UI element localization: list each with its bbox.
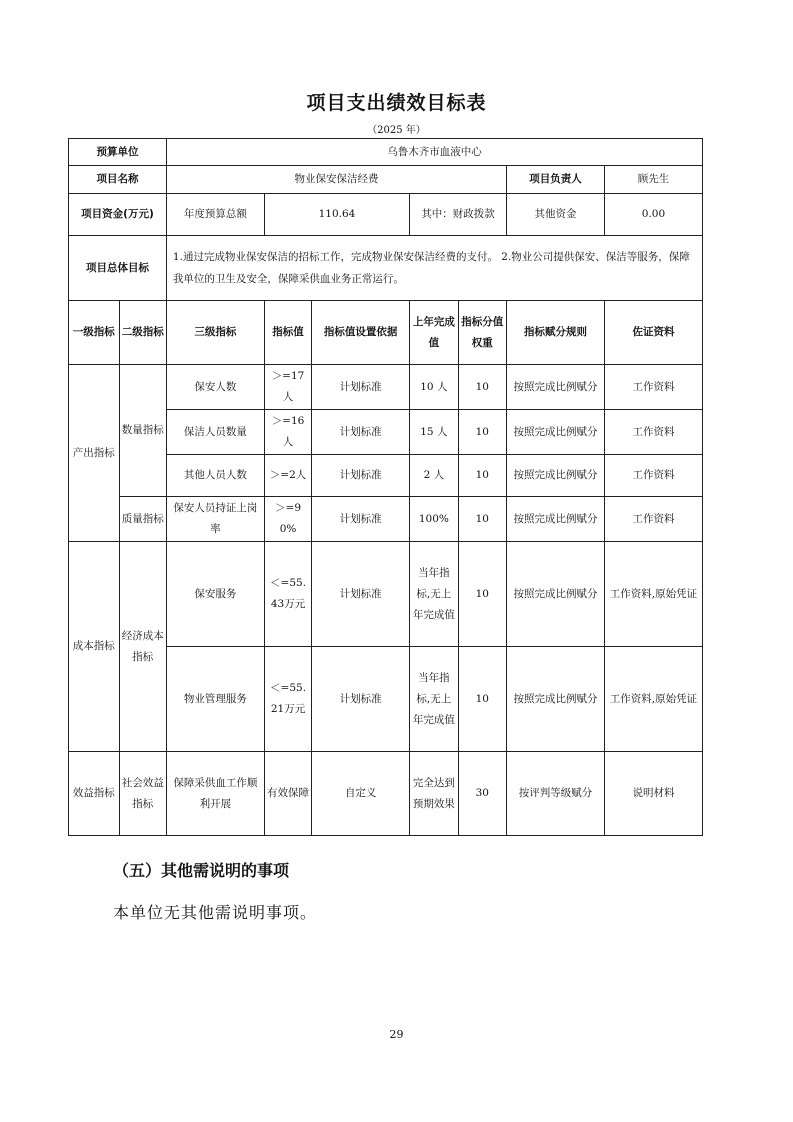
performance-table [68, 138, 703, 836]
group-quality: 质量指标 [119, 497, 166, 542]
indicator-last-year: 当年指标,无上年完成值 [410, 647, 458, 752]
indicator-last-year: 15 人 [410, 410, 458, 455]
indicator-last-year: 100% [410, 497, 458, 542]
budget-unit-label: 预算单位 [69, 139, 167, 166]
budget-unit-row [69, 139, 703, 166]
other-funds-label: 其他资金 [506, 194, 604, 236]
indicator-evidence: 工作资料 [604, 455, 702, 497]
indicator-evidence: 工作资料,原始凭证 [604, 647, 702, 752]
indicator-value: ＞=16人 [264, 410, 311, 455]
indicator-last-year: 完全达到预期效果 [410, 752, 458, 836]
column-header-row [69, 301, 703, 365]
table-row [69, 752, 703, 836]
indicator-basis: 计划标准 [312, 365, 410, 410]
indicator-name: 保安服务 [166, 542, 264, 647]
year-label: （2025 年） [367, 125, 426, 136]
col-header-level2: 二级指标 [119, 301, 166, 365]
group-cost: 成本指标 [69, 542, 120, 752]
indicator-name: 保安人员持证上岗率 [166, 497, 264, 542]
col-header-basis: 指标值设置依据 [312, 301, 410, 365]
project-fund-row [69, 194, 703, 236]
table-row [69, 365, 703, 410]
group-economic: 经济成本指标 [119, 542, 166, 752]
indicator-rule: 按评判等级赋分 [506, 752, 604, 836]
col-header-level3: 三级指标 [166, 301, 264, 365]
indicator-value: ＜=55.43万元 [264, 542, 311, 647]
indicator-name: 保障采供血工作顺利开展 [166, 752, 264, 836]
indicator-basis: 计划标准 [312, 647, 410, 752]
indicator-name: 保洁人员数量 [166, 410, 264, 455]
col-header-last-year: 上年完成值 [410, 301, 458, 365]
page-title: 项目支出绩效目标表 [306, 92, 487, 114]
group-social: 社会效益指标 [119, 752, 166, 836]
indicator-evidence: 说明材料 [604, 752, 702, 836]
indicator-value: ＞=17人 [264, 365, 311, 410]
indicator-weight: 10 [458, 542, 506, 647]
indicator-name: 其他人员人数 [166, 455, 264, 497]
indicator-rule: 按照完成比例赋分 [506, 497, 604, 542]
body-text: 本单位无其他需说明事项。 [113, 903, 318, 922]
indicator-weight: 10 [458, 647, 506, 752]
indicator-last-year: 10 人 [410, 365, 458, 410]
overall-goal-text: 1.通过完成物业保安保洁的招标工作，完成物业保安保洁经费的支付。 2.物业公司提供保安、保洁等服务，保障我单位的卫生及安全，保障采供血业务正常运行。 [166, 236, 702, 301]
indicator-rule: 按照完成比例赋分 [506, 365, 604, 410]
col-header-value: 指标值 [264, 301, 311, 365]
indicator-rule: 按照完成比例赋分 [506, 647, 604, 752]
indicator-value: 有效保障 [264, 752, 311, 836]
table-row [69, 542, 703, 647]
indicator-last-year: 当年指标,无上年完成值 [410, 542, 458, 647]
indicator-value: ＞=2人 [264, 455, 311, 497]
col-header-evidence: 佐证资料 [604, 301, 702, 365]
project-fund-label: 项目资金(万元) [69, 194, 167, 236]
project-name-label: 项目名称 [69, 166, 167, 194]
indicator-rule: 按照完成比例赋分 [506, 455, 604, 497]
annual-budget-label: 年度预算总额 [166, 194, 264, 236]
indicator-weight: 10 [458, 410, 506, 455]
fiscal-allocation-value: 0.00 [604, 194, 702, 236]
indicator-evidence: 工作资料 [604, 365, 702, 410]
indicator-rule: 按照完成比例赋分 [506, 410, 604, 455]
budget-unit-value: 乌鲁木齐市血液中心 [166, 139, 702, 166]
group-benefit: 效益指标 [69, 752, 120, 836]
project-leader-value: 顾先生 [604, 166, 702, 194]
project-name-row [69, 166, 703, 194]
page-number: 29 [389, 1028, 404, 1041]
indicator-basis: 计划标准 [312, 542, 410, 647]
indicator-weight: 10 [458, 365, 506, 410]
col-header-rule: 指标赋分规则 [506, 301, 604, 365]
indicator-basis: 自定义 [312, 752, 410, 836]
indicator-weight: 10 [458, 455, 506, 497]
indicator-basis: 计划标准 [312, 455, 410, 497]
indicator-name: 保安人数 [166, 365, 264, 410]
indicator-basis: 计划标准 [312, 497, 410, 542]
project-leader-label: 项目负责人 [506, 166, 604, 194]
indicator-evidence: 工作资料,原始凭证 [604, 542, 702, 647]
indicator-value: ＞=90% [264, 497, 311, 542]
table-row [69, 497, 703, 542]
indicator-value: ＜=55.21万元 [264, 647, 311, 752]
col-header-weight: 指标分值权重 [458, 301, 506, 365]
overall-goal-row [69, 236, 703, 301]
indicator-evidence: 工作资料 [604, 497, 702, 542]
indicator-weight: 10 [458, 497, 506, 542]
indicator-last-year: 2 人 [410, 455, 458, 497]
indicator-basis: 计划标准 [312, 410, 410, 455]
col-header-level1: 一级指标 [69, 301, 120, 365]
project-name-value: 物业保安保洁经费 [166, 166, 506, 194]
indicator-rule: 按照完成比例赋分 [506, 542, 604, 647]
group-output: 产出指标 [69, 365, 120, 542]
fiscal-allocation-label: 其中：财政拨款 [410, 194, 507, 236]
annual-budget-value: 110.64 [264, 194, 409, 236]
group-quantity: 数量指标 [119, 365, 166, 497]
section-heading: （五）其他需说明的事项 [113, 861, 290, 880]
indicator-evidence: 工作资料 [604, 410, 702, 455]
overall-goal-label: 项目总体目标 [69, 236, 167, 301]
indicator-name: 物业管理服务 [166, 647, 264, 752]
indicator-weight: 30 [458, 752, 506, 836]
